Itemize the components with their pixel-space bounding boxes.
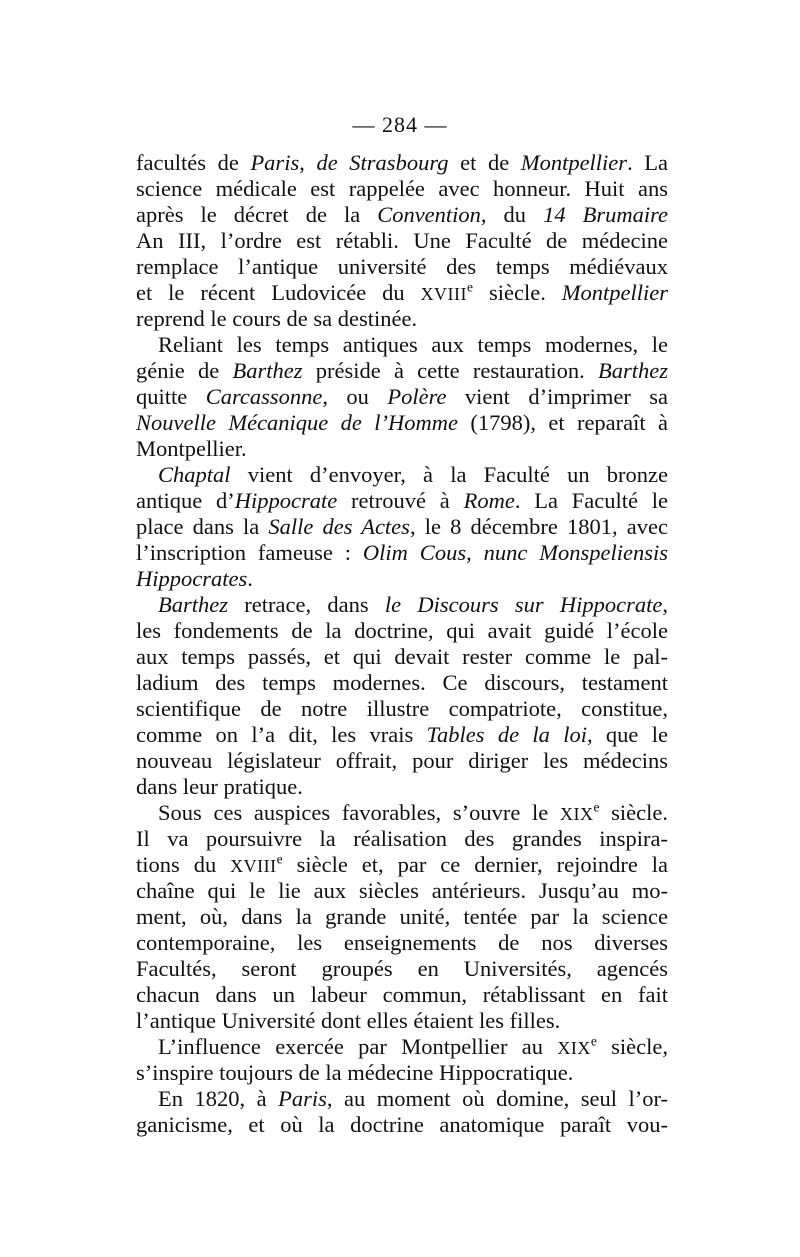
paragraph-block-1 bbox=[136, 150, 668, 800]
text-line: nouveau législateur offrait, pour diriger les médecins bbox=[136, 748, 668, 773]
text-line: et le récent Ludovicée du XVIIIe siècle. Montpellier bbox=[136, 279, 668, 305]
text-line: après le décret de la Convention, du 14 Brumaire bbox=[136, 202, 668, 227]
text-line: An III, l’ordre est rétabli. Une Faculté de médecine bbox=[136, 228, 668, 253]
text-line: aux temps passés, et qui devait rester comme le pal- bbox=[136, 644, 668, 669]
text-line: chaîne qui le lie aux siècles antérieurs. Jusqu’au mo- bbox=[136, 878, 668, 903]
text-line: L’influence exercée par Montpellier au XIXe siècle, bbox=[158, 1033, 669, 1059]
text-line: Il va poursuivre la réalisation des grandes inspira- bbox=[136, 826, 668, 851]
text-line: antique d’Hippocrate retrouvé à Rome. La Faculté le bbox=[136, 488, 669, 513]
text-line: chacun dans un labeur commun, rétablissant en fait bbox=[136, 982, 668, 1007]
text-line: s’inspire toujours de la médecine Hippocratique. bbox=[136, 1060, 574, 1085]
text-line: remplace l’antique université des temps médiévaux bbox=[136, 254, 668, 279]
text-line: Montpellier. bbox=[136, 436, 247, 461]
text-line: En 1820, à Paris, au moment où domine, seul l’or- bbox=[158, 1086, 668, 1111]
page-number: — 284 — bbox=[352, 112, 448, 137]
text-line: facultés de Paris, de Strasbourg et de Montpellier. La bbox=[136, 150, 669, 175]
text-line: contemporaine, les enseignements de nos diverses bbox=[136, 930, 668, 955]
text-line: place dans la Salle des Actes, le 8 décembre 1801, avec bbox=[136, 514, 668, 539]
text-line: reprend le cours de sa destinée. bbox=[136, 306, 418, 331]
text-line: Hippocrates. bbox=[136, 566, 253, 591]
text-line: ladium des temps modernes. Ce discours, testament bbox=[136, 670, 668, 695]
text-line: ganicisme, et où la doctrine anatomique paraît vou- bbox=[136, 1112, 668, 1137]
text-line: tions du XVIIIe siècle et, par ce dernier, rejoindre la bbox=[136, 851, 668, 877]
text-line: quitte Carcassonne, ou Polère vient d’imprimer sa bbox=[136, 384, 669, 409]
text-line: génie de Barthez préside à cette restauration. Barthez bbox=[136, 358, 668, 383]
text-line: Nouvelle Mécanique de l’Homme (1798), et reparaît à bbox=[136, 410, 668, 435]
text-line: Chaptal vient d’envoyer, à la Faculté un bronze bbox=[158, 462, 668, 487]
text-line: les fondements de la doctrine, qui avait guidé l’école bbox=[136, 618, 668, 643]
text-line: dans leur pratique. bbox=[136, 774, 303, 799]
text-line: scientifique de notre illustre compatriote, constitue, bbox=[136, 696, 668, 721]
paragraph-block-2 bbox=[136, 800, 668, 1138]
text-line: comme on l’a dit, les vrais Tables de la loi, que le bbox=[136, 722, 668, 747]
text-line: Reliant les temps antiques aux temps modernes, le bbox=[158, 332, 668, 357]
text-line: science médicale est rappelée avec honneur. Huit ans bbox=[136, 176, 668, 201]
text-line: Facultés, seront groupés en Universités, agencés bbox=[136, 956, 668, 981]
text-line: l’inscription fameuse : Olim Cous, nunc Monspeliensis bbox=[136, 540, 668, 565]
text-line: ment, où, dans la grande unité, tentée par la science bbox=[136, 904, 668, 929]
text-line: Sous ces auspices favorables, s’ouvre le XIXe siècle. bbox=[158, 799, 669, 825]
text-line: Barthez retrace, dans le Discours sur Hippocrate, bbox=[158, 592, 668, 617]
text-line: l’antique Université dont elles étaient les filles. bbox=[136, 1008, 561, 1033]
